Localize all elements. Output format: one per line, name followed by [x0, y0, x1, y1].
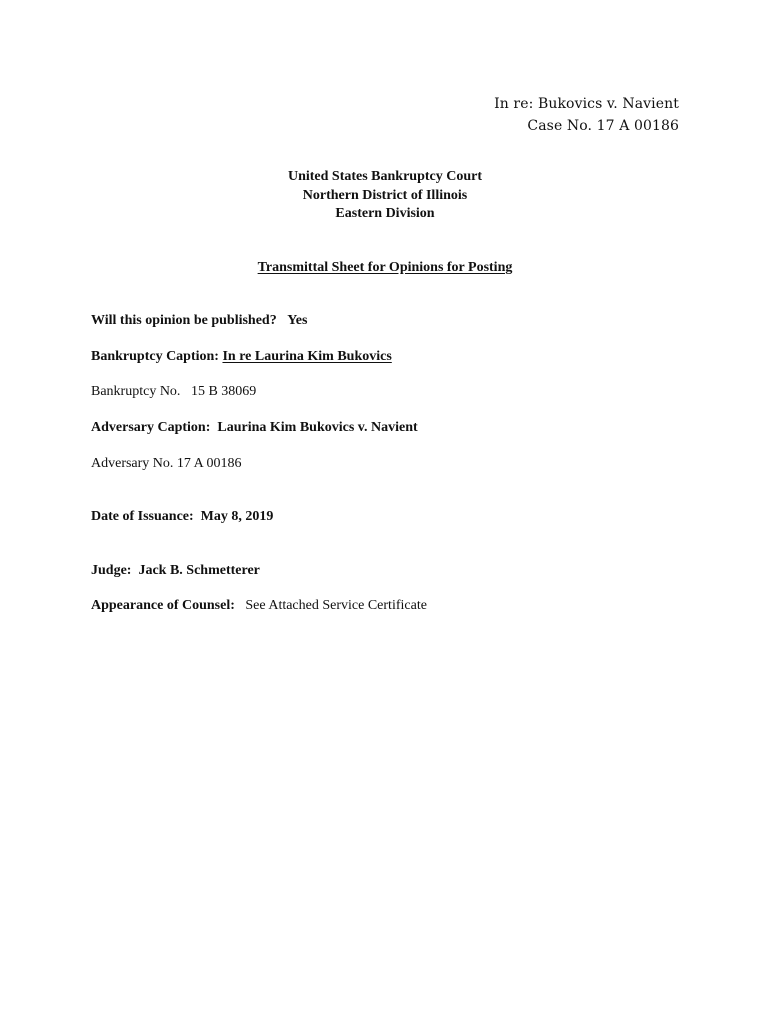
field-adversary-no [91, 454, 242, 474]
court-name: United States Bankruptcy Court [287, 169, 483, 184]
bankruptcy-caption-label: Bankruptcy Caption: [91, 349, 219, 364]
adversary-caption-value: Laurina Kim Bukovics v. Navient [217, 420, 418, 435]
court-district: Northern District of Illinois [302, 187, 468, 203]
field-adversary-caption [91, 418, 418, 438]
bankruptcy-no-value: 15 B 38069 [190, 384, 257, 399]
court-heading [0, 168, 770, 224]
published-label: Will this opinion be published? [91, 313, 277, 328]
case-number-line: Case No. 17 A 00186 [527, 118, 679, 134]
counsel-value: See Attached Service Certificate [245, 598, 427, 613]
judge-value: Jack B. Schmetterer [138, 563, 260, 578]
adversary-caption-label: Adversary Caption: [91, 420, 211, 435]
judge-label: Judge: [91, 563, 132, 578]
field-bankruptcy-no [91, 382, 256, 402]
court-division: Eastern Division [335, 206, 435, 221]
field-bankruptcy-caption [91, 347, 392, 367]
field-judge [91, 561, 260, 581]
published-value: Yes [287, 313, 308, 328]
counsel-label: Appearance of Counsel: [91, 598, 235, 613]
case-reference [494, 93, 679, 137]
bankruptcy-no-label: Bankruptcy No. [91, 384, 181, 399]
in-re-line: In re: Bukovics v. Navient [494, 96, 679, 112]
date-of-issuance-value: May 8, 2019 [200, 509, 274, 524]
bankruptcy-caption-value: In re Laurina Kim Bukovics [222, 349, 392, 364]
date-of-issuance-label: Date of Issuance: [91, 509, 194, 524]
sheet-title [0, 258, 770, 278]
sheet-title-text: Transmittal Sheet for Opinions for Posting [257, 260, 513, 275]
adversary-no-label: Adversary No. [91, 456, 174, 471]
field-date-of-issuance [91, 507, 273, 527]
adversary-no-value: 17 A 00186 [176, 456, 242, 471]
field-counsel [91, 596, 427, 616]
field-published [91, 311, 307, 331]
